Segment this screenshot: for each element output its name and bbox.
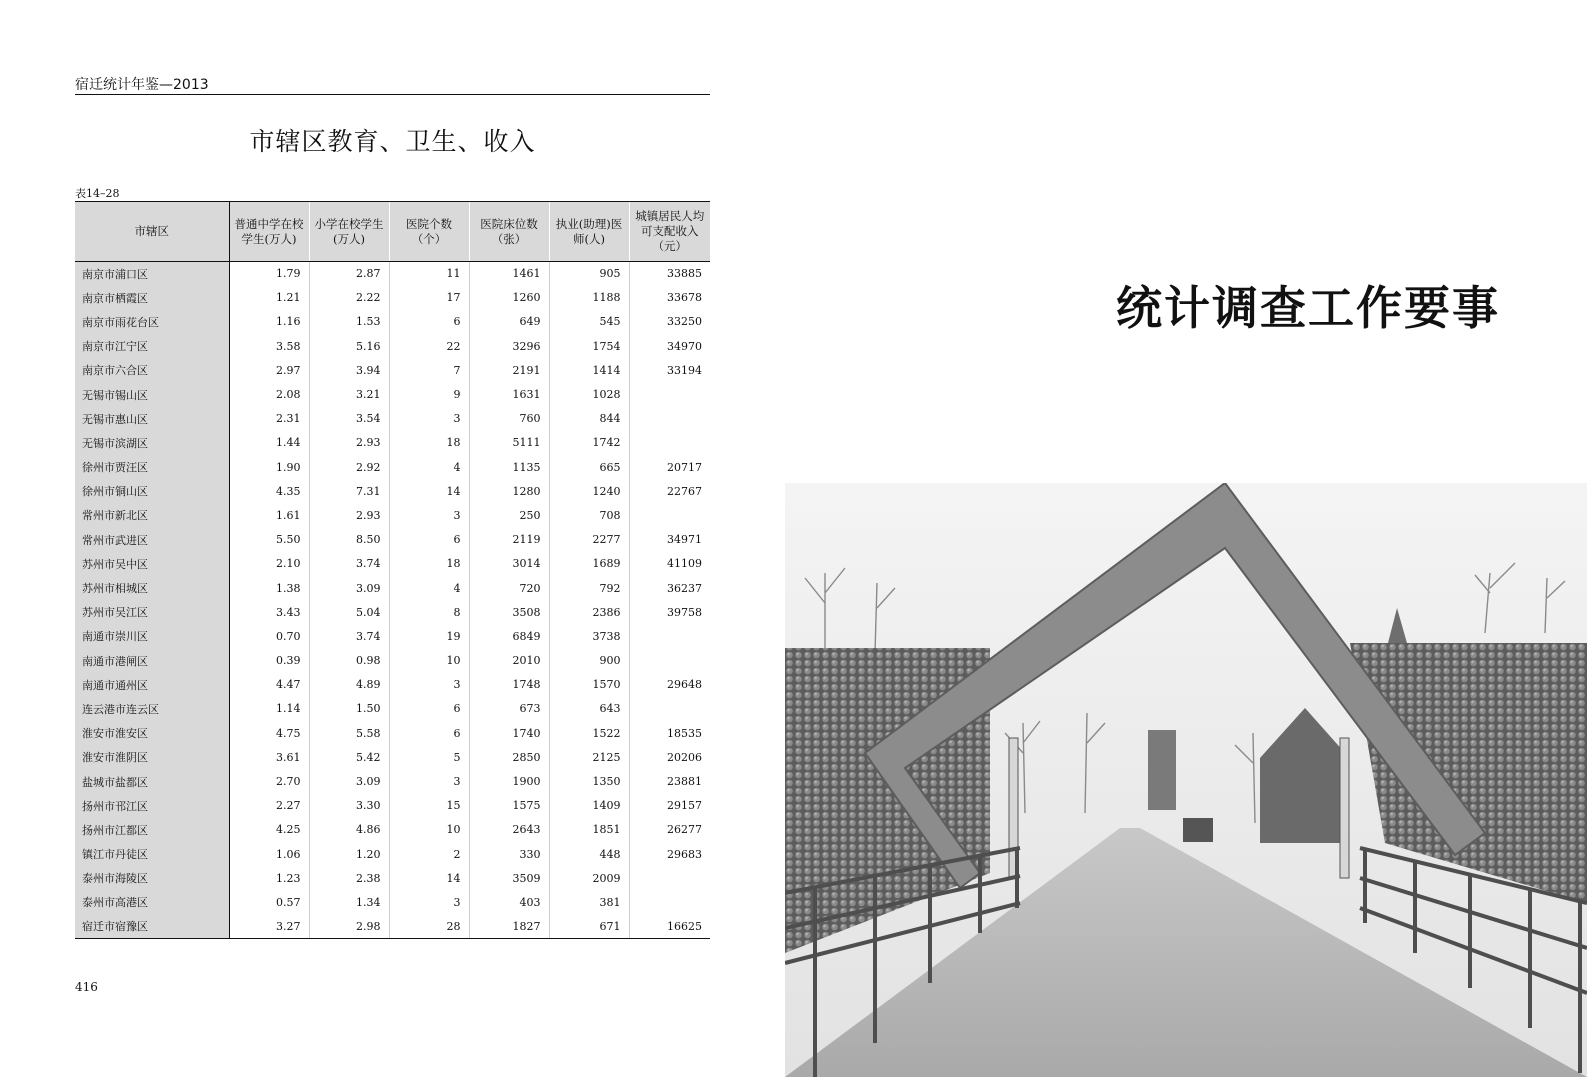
table-title: 市辖区教育、卫生、收入	[249, 127, 536, 156]
value-cell: 2850	[469, 745, 549, 769]
value-cell: 3	[389, 673, 469, 697]
value-cell: 1851	[549, 818, 629, 842]
value-cell: 1.16	[229, 310, 309, 334]
value-cell: 0.57	[229, 890, 309, 914]
table-row	[75, 262, 710, 286]
value-cell: 0.70	[229, 624, 309, 648]
value-cell: 29157	[629, 794, 710, 818]
value-cell: 381	[549, 890, 629, 914]
value-cell: 5111	[469, 431, 549, 455]
value-cell	[629, 503, 710, 527]
value-cell: 5.16	[309, 334, 389, 358]
table-row	[75, 624, 710, 648]
table-row	[75, 382, 710, 406]
value-cell: 1.14	[229, 697, 309, 721]
value-cell: 1.34	[309, 890, 389, 914]
value-cell: 34970	[629, 334, 710, 358]
value-cell: 2009	[549, 866, 629, 890]
value-cell: 1188	[549, 286, 629, 310]
value-cell: 3014	[469, 552, 549, 576]
value-cell: 905	[549, 262, 629, 286]
district-cell: 徐州市贾汪区	[75, 455, 229, 479]
value-cell: 330	[469, 842, 549, 866]
value-cell: 18	[389, 552, 469, 576]
column-header-hospital-count: 医院个数（个）	[389, 202, 469, 262]
table-row	[75, 649, 710, 673]
value-cell	[629, 697, 710, 721]
value-cell: 3.43	[229, 600, 309, 624]
value-cell: 708	[549, 503, 629, 527]
table-row	[75, 697, 710, 721]
value-cell: 1689	[549, 552, 629, 576]
value-cell: 2.31	[229, 407, 309, 431]
value-cell: 29648	[629, 673, 710, 697]
table-row	[75, 866, 710, 890]
value-cell: 2.38	[309, 866, 389, 890]
value-cell: 1.50	[309, 697, 389, 721]
value-cell: 5.50	[229, 528, 309, 552]
value-cell: 1.38	[229, 576, 309, 600]
district-cell: 南京市六合区	[75, 358, 229, 382]
value-cell: 1742	[549, 431, 629, 455]
value-cell: 8.50	[309, 528, 389, 552]
table-row	[75, 842, 710, 866]
value-cell: 5.58	[309, 721, 389, 745]
value-cell: 1350	[549, 769, 629, 793]
value-cell: 5.42	[309, 745, 389, 769]
value-cell: 14	[389, 866, 469, 890]
district-cell: 南通市崇川区	[75, 624, 229, 648]
table-row	[75, 503, 710, 527]
value-cell: 2.93	[309, 503, 389, 527]
value-cell: 41109	[629, 552, 710, 576]
value-cell: 3.09	[309, 769, 389, 793]
value-cell: 22767	[629, 479, 710, 503]
value-cell: 2.87	[309, 262, 389, 286]
district-cell: 南通市通州区	[75, 673, 229, 697]
table-row	[75, 455, 710, 479]
value-cell: 1.53	[309, 310, 389, 334]
value-cell	[629, 866, 710, 890]
table-row	[75, 310, 710, 334]
value-cell: 3	[389, 407, 469, 431]
value-cell: 1135	[469, 455, 549, 479]
value-cell: 19	[389, 624, 469, 648]
value-cell: 1.61	[229, 503, 309, 527]
value-cell: 643	[549, 697, 629, 721]
running-head: 宿迁统计年鉴—2013	[75, 77, 209, 93]
district-cell: 徐州市铜山区	[75, 479, 229, 503]
value-cell: 36237	[629, 576, 710, 600]
park-gate-photo	[785, 483, 1587, 1077]
value-cell: 1.79	[229, 262, 309, 286]
value-cell: 33250	[629, 310, 710, 334]
value-cell: 1570	[549, 673, 629, 697]
value-cell: 448	[549, 842, 629, 866]
value-cell: 4.89	[309, 673, 389, 697]
value-cell: 1.20	[309, 842, 389, 866]
value-cell: 3.21	[309, 382, 389, 406]
column-header-disposable-income: 城镇居民人均可支配收入（元）	[629, 202, 710, 262]
table-row	[75, 721, 710, 745]
table-row	[75, 745, 710, 769]
value-cell: 1575	[469, 794, 549, 818]
district-cell: 淮安市淮安区	[75, 721, 229, 745]
table-row	[75, 407, 710, 431]
value-cell: 720	[469, 576, 549, 600]
value-cell: 1748	[469, 673, 549, 697]
value-cell: 4.25	[229, 818, 309, 842]
value-cell: 15	[389, 794, 469, 818]
value-cell: 844	[549, 407, 629, 431]
district-cell: 扬州市江都区	[75, 818, 229, 842]
value-cell: 2.93	[309, 431, 389, 455]
section-title: 统计调查工作要事	[1116, 281, 1500, 335]
value-cell: 900	[549, 649, 629, 673]
value-cell: 2.98	[309, 915, 389, 939]
value-cell: 29683	[629, 842, 710, 866]
district-cell: 连云港市连云区	[75, 697, 229, 721]
district-cell: 常州市武进区	[75, 528, 229, 552]
value-cell: 0.39	[229, 649, 309, 673]
value-cell: 1028	[549, 382, 629, 406]
table-row	[75, 769, 710, 793]
district-cell: 泰州市海陵区	[75, 866, 229, 890]
value-cell: 250	[469, 503, 549, 527]
value-cell: 3738	[549, 624, 629, 648]
value-cell	[629, 624, 710, 648]
value-cell: 6	[389, 697, 469, 721]
value-cell: 3508	[469, 600, 549, 624]
value-cell: 3.74	[309, 552, 389, 576]
value-cell: 34971	[629, 528, 710, 552]
value-cell: 403	[469, 890, 549, 914]
table-row	[75, 358, 710, 382]
value-cell: 3	[389, 503, 469, 527]
value-cell: 4.47	[229, 673, 309, 697]
value-cell: 2010	[469, 649, 549, 673]
column-header-physicians: 执业(助理)医师(人)	[549, 202, 629, 262]
district-cell: 南通市港闸区	[75, 649, 229, 673]
value-cell: 4	[389, 455, 469, 479]
table-row	[75, 286, 710, 310]
district-cell: 盐城市盐都区	[75, 769, 229, 793]
district-cell: 南京市浦口区	[75, 262, 229, 286]
value-cell: 665	[549, 455, 629, 479]
value-cell: 26277	[629, 818, 710, 842]
value-cell: 1461	[469, 262, 549, 286]
column-header-primary-students: 小学在校学生(万人)	[309, 202, 389, 262]
value-cell: 7	[389, 358, 469, 382]
value-cell	[629, 382, 710, 406]
value-cell: 2	[389, 842, 469, 866]
district-cell: 苏州市吴中区	[75, 552, 229, 576]
value-cell: 20206	[629, 745, 710, 769]
value-cell: 5	[389, 745, 469, 769]
value-cell: 2.22	[309, 286, 389, 310]
district-cell: 南京市江宁区	[75, 334, 229, 358]
district-cell: 无锡市锡山区	[75, 382, 229, 406]
value-cell: 1.90	[229, 455, 309, 479]
district-cell: 宿迁市宿豫区	[75, 915, 229, 939]
table-row	[75, 890, 710, 914]
value-cell: 3.54	[309, 407, 389, 431]
value-cell: 3.61	[229, 745, 309, 769]
value-cell: 3.09	[309, 576, 389, 600]
value-cell: 760	[469, 407, 549, 431]
value-cell: 2277	[549, 528, 629, 552]
table-header-row	[75, 202, 710, 262]
value-cell: 2119	[469, 528, 549, 552]
value-cell: 1.23	[229, 866, 309, 890]
value-cell: 3	[389, 890, 469, 914]
value-cell: 2.92	[309, 455, 389, 479]
value-cell: 2191	[469, 358, 549, 382]
value-cell: 9	[389, 382, 469, 406]
value-cell: 2.10	[229, 552, 309, 576]
district-cell: 镇江市丹徒区	[75, 842, 229, 866]
value-cell: 1.21	[229, 286, 309, 310]
value-cell: 1.06	[229, 842, 309, 866]
value-cell	[629, 890, 710, 914]
value-cell: 1827	[469, 915, 549, 939]
value-cell: 39758	[629, 600, 710, 624]
statistics-table	[75, 201, 710, 939]
value-cell: 1754	[549, 334, 629, 358]
value-cell: 2.97	[229, 358, 309, 382]
value-cell: 23881	[629, 769, 710, 793]
value-cell: 20717	[629, 455, 710, 479]
table-row	[75, 479, 710, 503]
value-cell	[629, 431, 710, 455]
column-header-middle-school-students: 普通中学在校学生(万人)	[229, 202, 309, 262]
value-cell: 16625	[629, 915, 710, 939]
value-cell: 6	[389, 310, 469, 334]
column-header-district: 市辖区	[75, 202, 229, 262]
value-cell: 3.94	[309, 358, 389, 382]
value-cell: 8	[389, 600, 469, 624]
value-cell: 792	[549, 576, 629, 600]
table-number: 表14–28	[75, 187, 120, 200]
value-cell: 1.44	[229, 431, 309, 455]
value-cell: 1900	[469, 769, 549, 793]
table-row	[75, 915, 710, 939]
value-cell: 6	[389, 721, 469, 745]
district-cell: 无锡市滨湖区	[75, 431, 229, 455]
district-cell: 常州市新北区	[75, 503, 229, 527]
value-cell: 2.27	[229, 794, 309, 818]
value-cell: 3.27	[229, 915, 309, 939]
district-cell: 苏州市吴江区	[75, 600, 229, 624]
value-cell: 10	[389, 818, 469, 842]
district-cell: 无锡市惠山区	[75, 407, 229, 431]
table-row	[75, 794, 710, 818]
value-cell: 3.74	[309, 624, 389, 648]
value-cell: 1414	[549, 358, 629, 382]
table-row	[75, 552, 710, 576]
value-cell	[629, 649, 710, 673]
table-row	[75, 600, 710, 624]
value-cell: 3	[389, 769, 469, 793]
value-cell: 1409	[549, 794, 629, 818]
value-cell: 1280	[469, 479, 549, 503]
value-cell: 673	[469, 697, 549, 721]
district-cell: 南京市雨花台区	[75, 310, 229, 334]
table-body	[75, 262, 710, 939]
value-cell: 11	[389, 262, 469, 286]
value-cell: 33885	[629, 262, 710, 286]
value-cell: 3509	[469, 866, 549, 890]
value-cell: 10	[389, 649, 469, 673]
value-cell: 6	[389, 528, 469, 552]
table-row	[75, 818, 710, 842]
value-cell: 2.70	[229, 769, 309, 793]
value-cell: 4.75	[229, 721, 309, 745]
district-cell: 苏州市相城区	[75, 576, 229, 600]
value-cell: 2643	[469, 818, 549, 842]
table-row	[75, 673, 710, 697]
value-cell: 7.31	[309, 479, 389, 503]
value-cell: 5.04	[309, 600, 389, 624]
value-cell: 545	[549, 310, 629, 334]
value-cell: 14	[389, 479, 469, 503]
value-cell: 1740	[469, 721, 549, 745]
value-cell: 33678	[629, 286, 710, 310]
district-cell: 南京市栖霞区	[75, 286, 229, 310]
district-cell: 淮安市淮阴区	[75, 745, 229, 769]
value-cell: 1260	[469, 286, 549, 310]
header-rule	[75, 94, 710, 95]
page-number: 416	[75, 980, 98, 994]
value-cell: 18	[389, 431, 469, 455]
value-cell: 18535	[629, 721, 710, 745]
value-cell: 4	[389, 576, 469, 600]
value-cell: 649	[469, 310, 549, 334]
value-cell: 1240	[549, 479, 629, 503]
value-cell: 3.58	[229, 334, 309, 358]
value-cell: 1631	[469, 382, 549, 406]
district-cell: 泰州市高港区	[75, 890, 229, 914]
table-row	[75, 334, 710, 358]
table-row	[75, 431, 710, 455]
district-cell: 扬州市邗江区	[75, 794, 229, 818]
table-row	[75, 576, 710, 600]
value-cell: 4.35	[229, 479, 309, 503]
value-cell: 3.30	[309, 794, 389, 818]
value-cell: 671	[549, 915, 629, 939]
value-cell: 17	[389, 286, 469, 310]
value-cell: 22	[389, 334, 469, 358]
value-cell: 2386	[549, 600, 629, 624]
value-cell	[629, 407, 710, 431]
value-cell: 4.86	[309, 818, 389, 842]
value-cell: 1522	[549, 721, 629, 745]
value-cell: 28	[389, 915, 469, 939]
table-row	[75, 528, 710, 552]
value-cell: 33194	[629, 358, 710, 382]
value-cell: 0.98	[309, 649, 389, 673]
value-cell: 3296	[469, 334, 549, 358]
value-cell: 2125	[549, 745, 629, 769]
value-cell: 6849	[469, 624, 549, 648]
value-cell: 2.08	[229, 382, 309, 406]
column-header-hospital-beds: 医院床位数（张）	[469, 202, 549, 262]
